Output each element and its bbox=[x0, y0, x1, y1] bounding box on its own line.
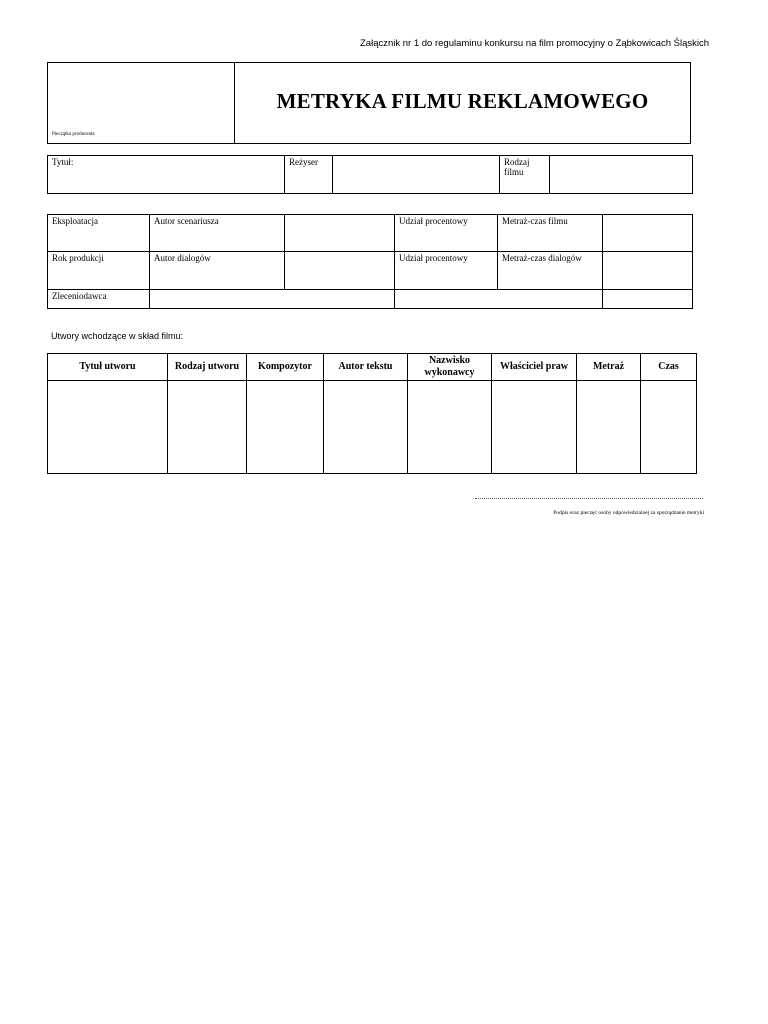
works-header-performer: Nazwisko wykonawcy bbox=[408, 354, 492, 381]
works-table bbox=[47, 353, 697, 474]
dialogue-author-label: Autor dialogów bbox=[150, 252, 285, 290]
annex-note: Załącznik nr 1 do regulaminu konkursu na film promocyjny o Ząbkowicach Śląskich bbox=[360, 38, 710, 49]
genre-field[interactable] bbox=[550, 156, 693, 194]
production-year-label: Rok produkcji bbox=[48, 252, 150, 290]
dialogue-author-field[interactable] bbox=[285, 252, 395, 290]
works-section-label: Utwory wchodzące w skład filmu: bbox=[51, 331, 184, 341]
works-header-composer: Kompozytor bbox=[247, 354, 324, 381]
works-header-lyricist: Autor tekstu bbox=[324, 354, 408, 381]
works-cell[interactable] bbox=[324, 381, 408, 474]
director-label: Reżyser bbox=[285, 156, 333, 194]
works-header-rights-owner: Właściciel praw bbox=[492, 354, 577, 381]
client-extra-field-2[interactable] bbox=[603, 290, 693, 309]
film-length-field[interactable] bbox=[603, 215, 693, 252]
works-header-time: Czas bbox=[641, 354, 697, 381]
table-row bbox=[48, 381, 697, 474]
client-label: Zleceniodawca bbox=[48, 290, 150, 309]
client-field[interactable] bbox=[150, 290, 395, 309]
works-cell[interactable] bbox=[492, 381, 577, 474]
works-cell[interactable] bbox=[408, 381, 492, 474]
film-length-label: Metraż-czas filmu bbox=[498, 215, 603, 252]
signature-line bbox=[475, 498, 703, 499]
producer-stamp-area bbox=[48, 63, 235, 143]
dialogue-length-field[interactable] bbox=[603, 252, 693, 290]
genre-label: Rodzaj filmu bbox=[500, 156, 550, 194]
share-percent-label: Udział procentowy bbox=[395, 252, 498, 290]
film-info-table bbox=[47, 155, 693, 194]
works-header-length: Metraż bbox=[577, 354, 641, 381]
exploitation-label: Eksploatacja bbox=[48, 215, 150, 252]
works-header-type: Rodzaj utworu bbox=[168, 354, 247, 381]
film-details-table bbox=[47, 214, 693, 309]
works-header-title: Tytuł utworu bbox=[48, 354, 168, 381]
works-cell[interactable] bbox=[48, 381, 168, 474]
works-cell[interactable] bbox=[247, 381, 324, 474]
producer-stamp-label: Pieczątka producenta bbox=[52, 132, 95, 137]
share-percent-label: Udział procentowy bbox=[395, 215, 498, 252]
screenplay-author-label: Autor scenariusza bbox=[150, 215, 285, 252]
works-cell[interactable] bbox=[641, 381, 697, 474]
screenplay-author-field[interactable] bbox=[285, 215, 395, 252]
page-title: METRYKA FILMU REKLAMOWEGO bbox=[276, 89, 649, 113]
title-label: Tytuł: bbox=[48, 156, 285, 194]
signature-label: Podpis oraz pieczęć osoby odpowiedzialnej za sporządzanie metryki bbox=[553, 510, 704, 516]
document-header bbox=[47, 62, 691, 144]
director-field[interactable] bbox=[333, 156, 500, 194]
dialogue-length-label: Metraż-czas dialogów bbox=[498, 252, 603, 290]
works-cell[interactable] bbox=[577, 381, 641, 474]
works-cell[interactable] bbox=[168, 381, 247, 474]
client-extra-field[interactable] bbox=[395, 290, 603, 309]
